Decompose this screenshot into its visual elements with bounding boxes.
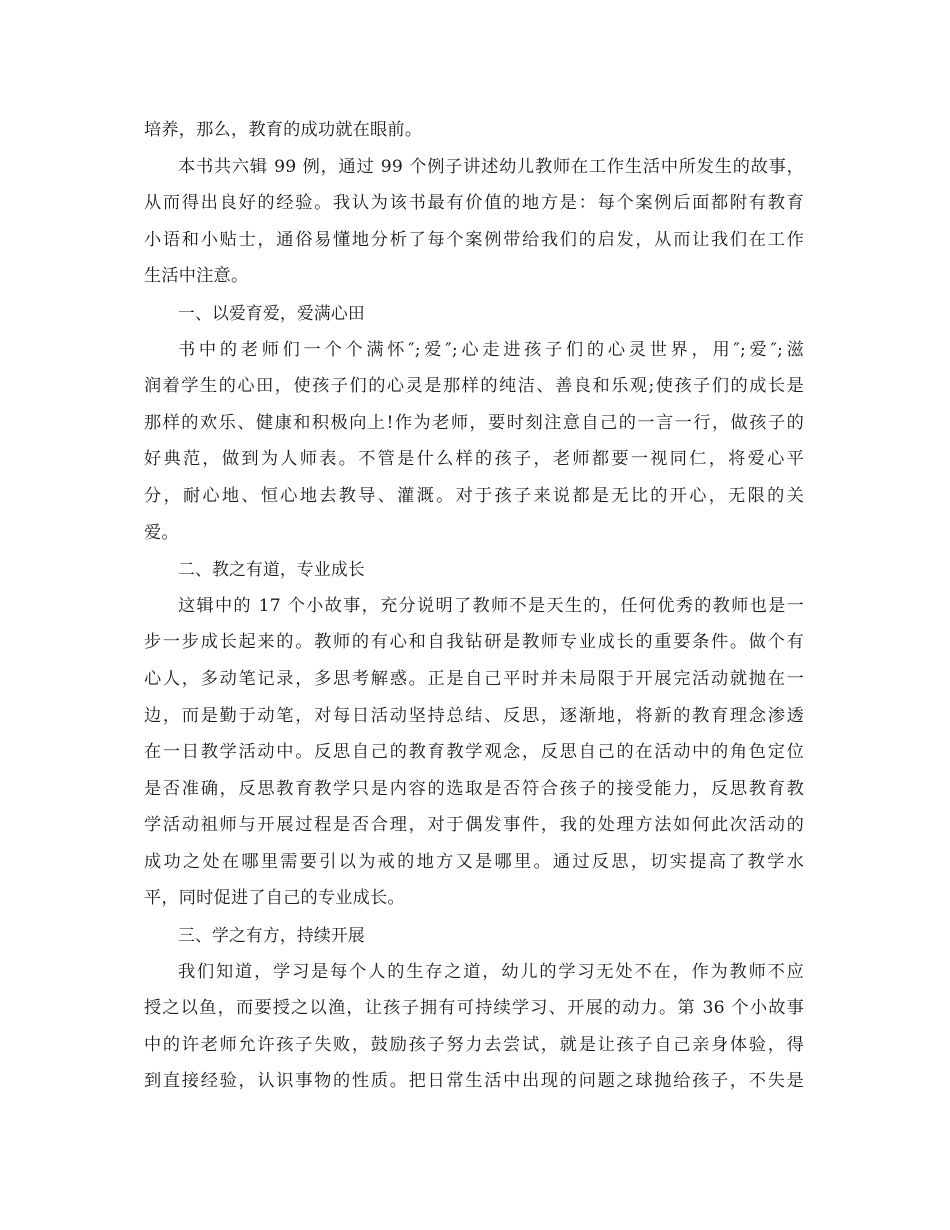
paragraph-line: 成功之处在哪里需要引以为戒的地方又是哪里。通过反思，切实提高了教学水	[144, 851, 804, 872]
paragraph-line: 润着学生的心田，使孩子们的心灵是那样的纯洁、善良和乐观;使孩子们的成长是	[144, 376, 804, 397]
paragraph-line: 那样的欢乐、健康和积极向上!作为老师，要时刻注意自己的一言一行，做孩子的	[144, 412, 804, 433]
paragraph-line: 学活动祖师与开展过程是否合理，对于偶发事件，我的处理方法如何此次活动的	[144, 815, 804, 836]
paragraph-line: 分，耐心地、恒心地去教导、灌溉。对于孩子来说都是无比的开心，无限的关	[144, 485, 804, 506]
paragraph-line: 本书共六辑 99 例，通过 99 个例子讲述幼儿教师在工作生活中所发生的故事，	[178, 156, 804, 177]
paragraph-line: 培养，那么，教育的成功就在眼前。	[144, 120, 423, 140]
paragraph-line: 到直接经验，认识事物的性质。把日常生活中出现的问题之球抛给孩子，不失是	[144, 1071, 804, 1092]
paragraph-line: 生活中注意。	[144, 266, 249, 287]
paragraph-line: 这辑中的 17 个小故事，充分说明了教师不是天生的，任何优秀的教师也是一	[178, 595, 804, 616]
paragraph-line: 中的许老师允许孩子失败，鼓励孩子努力去尝试，就是让孩子自己亲身体验，得	[144, 1034, 804, 1055]
paragraph-line: 在一日教学活动中。反思自己的教育教学观念，反思自己的在活动中的角色定位	[144, 742, 804, 763]
paragraph-line: 步一步成长起来的。教师的有心和自我钻研是教师专业成长的重要条件。做个有	[144, 632, 804, 653]
section-heading: 一、以爱育爱，爱满心田	[178, 302, 365, 323]
paragraph-line: 从而得出良好的经验。我认为该书最有价值的地方是：每个案例后面都附有教育	[144, 193, 804, 214]
paragraph-line: 平，同时促进了自己的专业成长。	[144, 888, 405, 909]
paragraph-line: 授之以鱼，而要授之以渔，让孩子拥有可持续学习、开展的动力。第 36 个小故事	[144, 998, 804, 1019]
paragraph-line: 心人，多动笔记录，多思考解惑。正是自己平时并未局限于开展完活动就抛在一	[144, 668, 804, 689]
paragraph-line: 我们知道，学习是每个人的生存之道，幼儿的学习无处不在，作为教师不应	[178, 961, 804, 982]
paragraph-line: 好典范，做到为人师表。不管是什么样的孩子，老师都要一视同仁，将爱心平	[144, 449, 804, 470]
document-page	[144, 112, 804, 1100]
paragraph-line: 边，而是勤于动笔，对每日活动坚持总结、反思，逐渐地，将新的教育理念渗透	[144, 705, 804, 726]
section-heading: 二、教之有道，专业成长	[178, 559, 365, 580]
paragraph-line: 是否准确，反思教育教学只是内容的选取是否符合孩子的接受能力，反思教育教	[144, 778, 804, 799]
paragraph-line: 书中的老师们一个个满怀″;爱″;心走进孩子们的心灵世界，用″;爱″;滋	[178, 339, 804, 360]
paragraph-line: 爱。	[144, 522, 179, 543]
paragraph-line: 小语和小贴士，通俗易懂地分析了每个案例带给我们的启发，从而让我们在工作	[144, 229, 804, 250]
section-heading: 三、学之有方，持续开展	[178, 925, 365, 946]
